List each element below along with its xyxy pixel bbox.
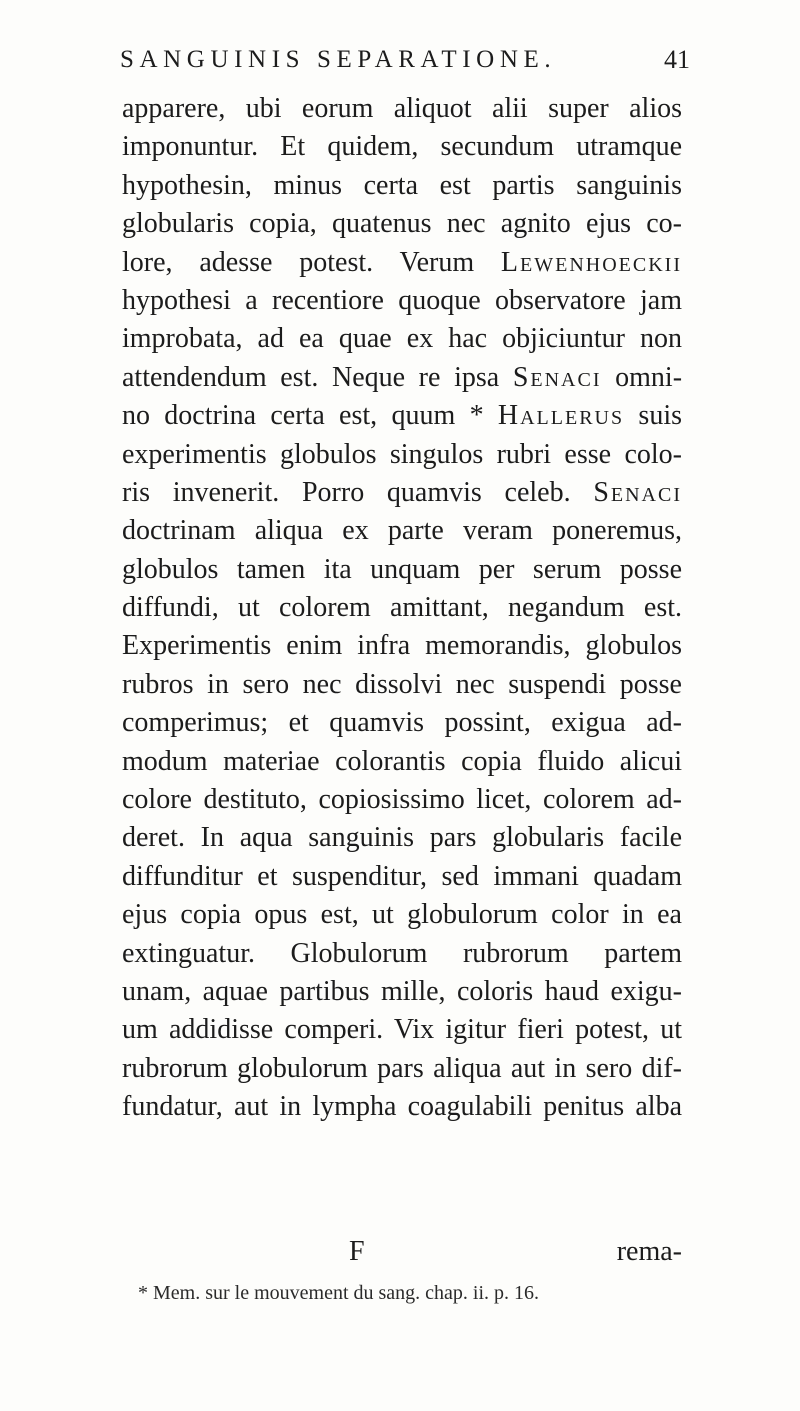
text-line [122,359,682,397]
page-number: 41 [664,45,690,74]
text-line: um addidisse comperi. Vix igitur fieri potest, ut [122,1014,682,1046]
text-line: imponuntur. Et quidem, secundum utramque [122,131,682,163]
text-line: globularis copia, quatenus nec agnito ejus co- [122,208,682,240]
running-head [120,40,690,80]
text-line: Experimentis enim infra memorandis, globulos [122,630,682,662]
text-line: rubrorum globulorum pars aliqua aut in sero dif- [122,1052,682,1084]
text-line: extinguatur. Globulorum rubrorum partem [122,937,682,969]
text-line: apparere, ubi eorum aliquot alii super alios [122,93,682,124]
text-line: diffunditur et suspenditur, sed immani quadam [122,860,682,892]
author-name-senac: Senaci [512,361,602,393]
text-line: fundatur, aut in lympha coagulabili penitus alba [122,1091,682,1123]
footnote: * Mem. sur le mouvement du sang. chap. ii. p. 16. [138,1282,540,1304]
running-title: SANGUINIS SEPARATIONE. [120,46,557,73]
author-name-senac: Senaci [593,476,683,508]
text-line: diffundi, ut colorem amittant, negandum est. [122,592,682,624]
text-line: colore destituto, copiosissimo licet, colorem ad- [122,784,682,816]
text-segment: attendendum est. Neque re ipsa [122,361,500,393]
text-line: rubros in sero nec dissolvi nec suspendi posse [122,668,682,700]
text-line: hypothesin, minus certa est partis sanguinis [122,169,682,201]
catchword: rema- [616,1236,682,1267]
text-line: experimentis globulos singulos rubri esse colo- [122,438,682,470]
text-line [122,474,682,512]
author-name-haller: Hallerus [497,400,625,432]
text-line: doctrinam aliqua ex parte veram poneremus, [122,515,682,547]
text-segment: ris invenerit. Porro quamvis celeb. [122,476,571,508]
text-line: deret. In aqua sanguinis pars globularis facile [122,822,682,854]
text-line: comperimus; et quamvis possint, exigua ad- [122,707,682,739]
signature-mark: F [349,1236,365,1267]
footnote-marker: * [469,400,484,432]
text-segment: lore, adesse potest. Verum [122,246,475,278]
text-line: modum materiae colorantis copia fluido alicui [122,745,682,777]
text-line [122,244,682,282]
text-line [122,397,682,435]
text-segment: no doctrina certa est, quum [122,400,456,432]
text-segment: suis [638,400,682,432]
author-name-lewenhoeck: Lewenhoeckii [500,246,682,278]
body-text [122,90,682,1127]
text-segment: omni- [615,361,683,393]
text-line: ejus copia opus est, ut globulorum color in ea [122,899,682,931]
text-line: hypothesi a recentiore quoque observatore jam [122,284,682,316]
signature-line [122,1233,682,1271]
text-line: improbata, ad ea quae ex hac objiciuntur non [122,323,682,355]
text-line: unam, aquae partibus mille, coloris haud exigu- [122,975,682,1007]
text-line: globulos tamen ita unquam per serum posse [122,553,682,585]
